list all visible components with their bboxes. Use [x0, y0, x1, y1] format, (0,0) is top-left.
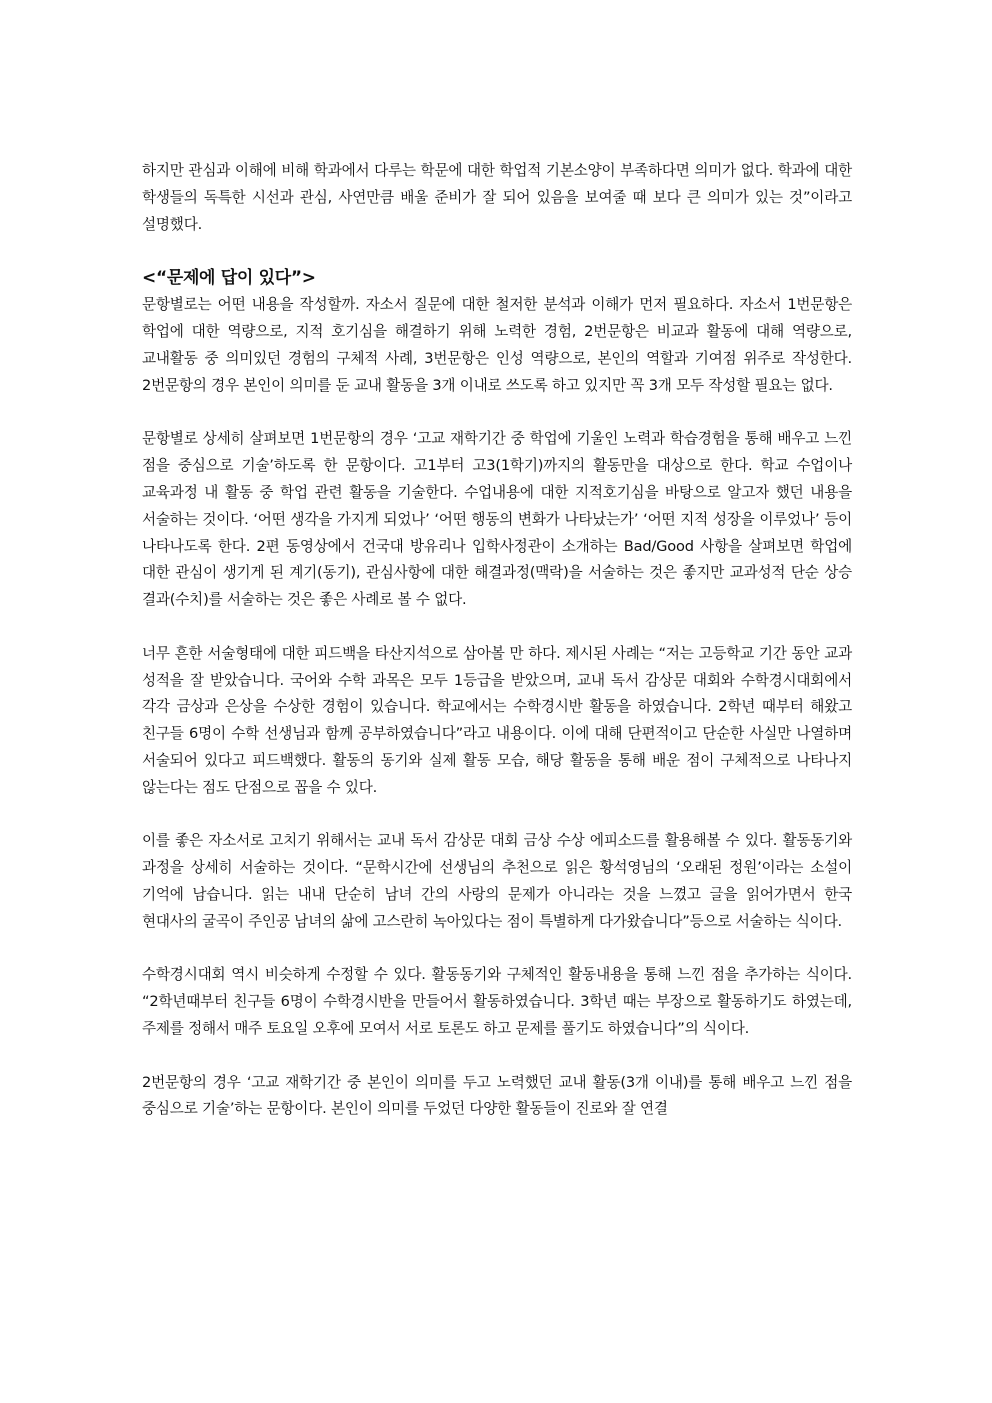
body-paragraph-2: 문항별로 상세히 살펴보면 1번문항의 경우 ‘고교 재학기간 중 학업에 기울인 노력과 학습경험을 통해 배우고 느낀 점을 중심으로 기술’하도록 한 문항이다. 고1부터 고3(1학기)까지의 활동만을 대상으로 한다. 학교 수업이나 교육과정 내 활동 중 학업 관련 활동을 기술한다. 수업내용에 대한 지적호기심을 바탕으로 알고자 했던 내용을 서술하는 것이다. ‘어떤 생각을 가지게 되었나’ ‘어떤 행동의 변화가 나타났는가’ ‘어떤 지적 성장을 이루었나’ 등이 나타나도록 한다. 2편 동영상에서 건국대 방유리나 입학사정관이 소개하는 Bad/Good 사항을 살펴보면 학업에 대한 관심이 생기게 된 계기(동기), 관심사항에 대한 해결과정(맥락)을 서술하는 것은 좋지만 교과성적 단순 상승 결과(수치)를 서술하는 것은 좋은 사례로 볼 수 없다.	[142, 430, 852, 609]
body-paragraph-3: 너무 흔한 서술형태에 대한 피드백을 타산지석으로 삼아볼 만 하다. 제시된 사례는 “저는 고등학교 기간 동안 교과 성적을 잘 받았습니다. 국어와 수학 과목은 모두 1등급을 받았으며, 교내 독서 감상문 대회와 수학경시대회에서 각각 금상과 은상을 수상한 경험이 있습니다. 학교에서는 수학경시반 활동을 하였습니다. 2학년 때부터 해왔고 친구들 6명이 수학 선생님과 함께 공부하였습니다”라고 내용이다. 이에 대해 단편적이고 단순한 사실만 나열하며 서술되어 있다고 피드백했다. 활동의 동기와 실제 활동 모습, 해당 활동을 통해 배운 점이 구체적으로 나타나지 않는다는 점도 단점으로 꼽을 수 있다.	[142, 644, 852, 796]
document-page	[142, 158, 852, 1123]
body-paragraph-6: 2번문항의 경우 ‘고교 재학기간 중 본인이 의미를 두고 노력했던 교내 활동(3개 이내)를 통해 배우고 느낀 점을 중심으로 기술’하는 문항이다. 본인이 의미를 두었던 다양한 활동들이 진로와 잘 연결	[142, 1073, 852, 1118]
body-paragraph-4: 이를 좋은 자소서로 고치기 위해서는 교내 독서 감상문 대회 금상 수상 에피소드를 활용해볼 수 있다. 활동동기와 과정을 상세히 서술하는 것이다. “문학시간에 선생님의 추천으로 읽은 황석영님의 ‘오래된 정원’이라는 소설이 기억에 남습니다. 읽는 내내 단순히 남녀 간의 사랑의 문제가 아니라는 것을 느꼈고 글을 읽어가면서 한국 현대사의 굴곡이 주인공 남녀의 삶에 고스란히 녹아있다는 점이 특별하게 다가왔습니다”등으로 서술하는 식이다.	[142, 832, 852, 930]
section-heading: <“문제에 답이 있다”>	[142, 268, 316, 289]
body-paragraph-1: 문항별로는 어떤 내용을 작성할까. 자소서 질문에 대한 철저한 분석과 이해가 먼저 필요하다. 자소서 1번문항은 학업에 대한 역량으로, 지적 호기심을 해결하기 위해 노력한 경험, 2번문항은 비교과 활동에 대해 역량으로, 교내활동 중 의미있던 경험의 구체적 사례, 3번문항은 인성 역량으로, 본인의 역할과 기여점 위주로 작성한다. 2번문항의 경우 본인이 의미를 둔 교내 활동을 3개 이내로 쓰도록 하고 있지만 꼭 3개 모두 작성할 필요는 없다.	[142, 296, 852, 394]
body-paragraph-5: 수학경시대회 역시 비슷하게 수정할 수 있다. 활동동기와 구체적인 활동내용을 통해 느낀 점을 추가하는 식이다. “2학년때부터 친구들 6명이 수학경시반을 만들어서 활동하였습니다. 3학년 때는 부장으로 활동하기도 하였는데, 주제를 정해서 매주 토요일 오후에 모여서 서로 토론도 하고 문제를 풀기도 하였습니다”의 식이다.	[142, 966, 852, 1037]
intro-paragraph: 하지만 관심과 이해에 비해 학과에서 다루는 학문에 대한 학업적 기본소양이 부족하다면 의미가 없다. 학과에 대한 학생들의 독특한 시선과 관심, 사연만큼 배울 준비가 잘 되어 있음을 보여줄 때 보다 큰 의미가 있는 것”이라고 설명했다.	[142, 162, 852, 233]
